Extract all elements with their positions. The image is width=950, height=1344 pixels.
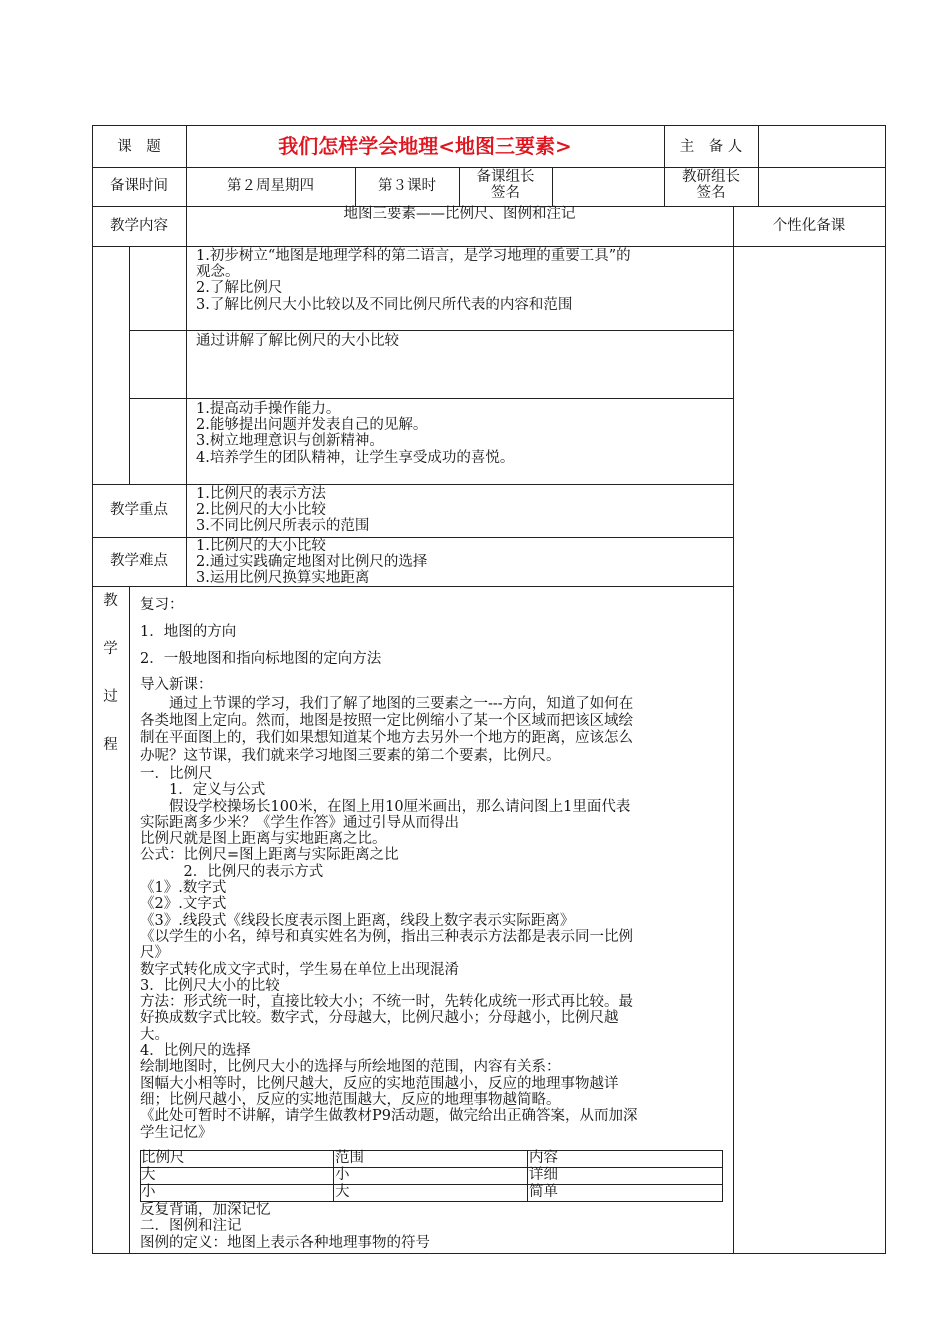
lesson-tail: 反复背诵，加深记忆 二．图例和注记 图例的定义：地图上表示各种地理事物的符号 bbox=[140, 1202, 430, 1251]
table-cell: 详细 bbox=[529, 1167, 558, 1183]
research-leader-sign-label: 教研组长 签名 bbox=[682, 169, 740, 201]
knowledge-objectives: 1.初步树立“地图是地理学科的第二语言，是学习地理的重要工具”的 观念。 2.了解比例尺 3.了解比例尺大小比较以及不同比例尺所代表的内容和范围 bbox=[196, 248, 631, 313]
preparer-label: 主 备 人 bbox=[679, 139, 743, 155]
table-cell: 大 bbox=[141, 1167, 156, 1183]
lesson-body: 一．比例尺 1．定义与公式 假设学校操场长100米，在图上用10厘米画出，那么请问图上1里面代表 实际距离多少米？《学生作答》通过引导从而得出 比例尺就是图上距离与实地距离之比。 公式：比例尺=图上距离与实际距离之比 2．比例尺的表示方式 《1》.数字式 《2》.文字式 《3》.线段式《线段长度表示图上距离，线段上数字表示实际距离》 《以学生的小名，绰号和真实姓名为例，指出三种表示方法都是表示同一比例 尺》 数字式转化成文字式时，学生易在单位上出现混淆 3．比例尺大小的比较 方法：形式统一时，直接比较大小；不统一时，先转化成统一形式再比较。最 好换成数字式比较。数字式，分母越大，比例尺越小；分母越小，比例尺越 大。 4．比例尺的选择 绘制地图时，比例尺大小的选择与所绘地图的范围，内容有关系： 图幅大小相等时，比例尺越大，反应的实地范围越小，反应的地理事物越详 细；比例尺越小，反应的实地范围越大，反应的地理事物越简略。 《此处可暂时不讲解，请学生做教材P9活动题，做完给出正确答案，从而加深 学生记忆》 bbox=[140, 766, 638, 1141]
table-cell: 简单 bbox=[529, 1184, 558, 1200]
period-value: 第３课时 bbox=[378, 178, 436, 194]
intro-title: 导入新课： bbox=[140, 677, 213, 693]
table-header-range: 范围 bbox=[335, 1150, 364, 1166]
attitude-objectives: 1.提高动手操作能力。 2.能够提出问题并发表自己的见解。 3.树立地理意识与创新精神。 4.培养学生的团队精神，让学生享受成功的喜悦。 bbox=[196, 401, 515, 466]
table-header-content: 内容 bbox=[529, 1150, 558, 1166]
prep-time-value: 第２周星期四 bbox=[227, 178, 314, 194]
process-objective: 通过讲解了解比例尺的大小比较 bbox=[196, 333, 399, 349]
table-cell: 小 bbox=[141, 1184, 156, 1200]
review-item-1: 1．地图的方向 bbox=[140, 624, 237, 640]
subject-label: 课 题 bbox=[117, 139, 161, 155]
review-item-2: 2．一般地图和指向标地图的定向方法 bbox=[140, 651, 382, 667]
group-leader-sign-label: 备课组长 签名 bbox=[476, 169, 535, 201]
key-points-list: 1.比例尺的表示方法 2.比例尺的大小比较 3.不同比例尺所表示的范围 bbox=[196, 486, 370, 535]
difficulties-list: 1.比例尺的大小比较 2.通过实践确定地图对比例尺的选择 3.运用比例尺换算实地距离 bbox=[196, 538, 428, 587]
difficulties-label: 教学难点 bbox=[110, 553, 168, 569]
personal-prep-label: 个性化备课 bbox=[772, 218, 846, 234]
table-cell: 大 bbox=[335, 1184, 350, 1200]
review-title: 复习： bbox=[140, 597, 184, 613]
content-label: 教学内容 bbox=[110, 218, 168, 234]
content-value: 地图三要素——比例尺、图例和注记 bbox=[343, 206, 576, 222]
page-title: 我们怎样学会地理<地图三要素> bbox=[278, 134, 572, 158]
table-header-scale: 比例尺 bbox=[141, 1150, 185, 1166]
key-points-label: 教学重点 bbox=[110, 502, 168, 518]
process-label: 教 学 过 程 bbox=[103, 593, 118, 753]
prep-time-label: 备课时间 bbox=[110, 178, 168, 194]
table-cell: 小 bbox=[335, 1167, 350, 1183]
intro-paragraph: 通过上节课的学习，我们了解了地图的三要素之一---方向，知道了如何在 各类地图上定向。然而，地图是按照一定比例缩小了某一个区域而把该区域绘 制在平面图上的，我们如果想知道某个地方去另外一个地方的距离，应该怎么 办呢？这节课，我们就来学习地图三要素的第二个要素，比例尺。 bbox=[140, 696, 634, 764]
